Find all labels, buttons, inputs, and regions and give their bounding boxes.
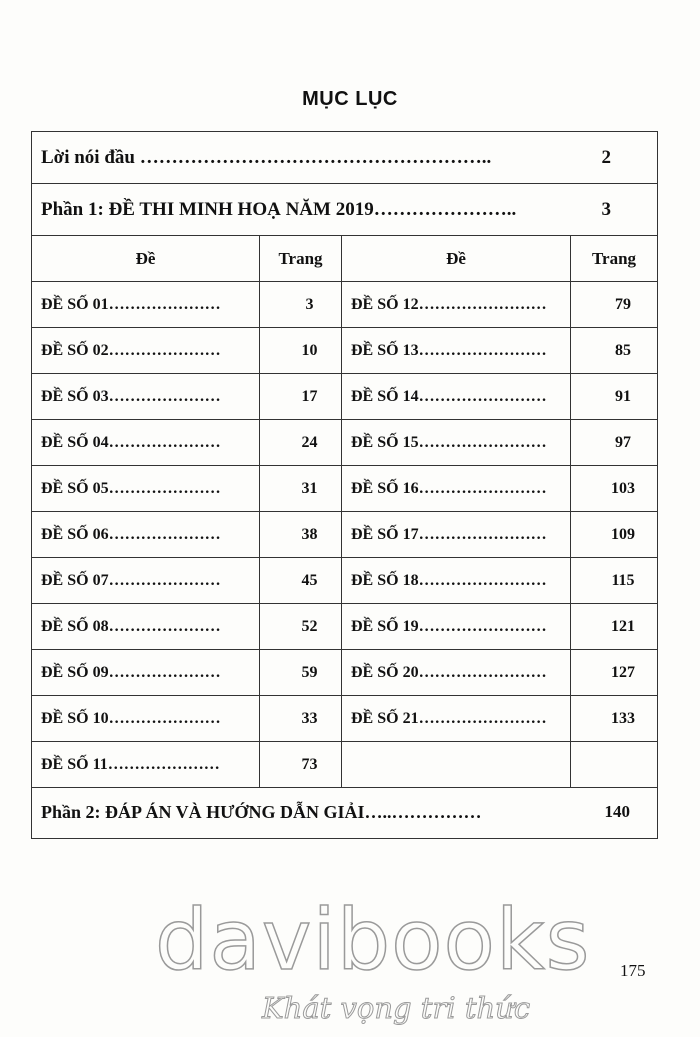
entry-right-page: 91 xyxy=(571,374,658,420)
entry-left: ĐỀ SỐ 07………………… xyxy=(32,558,260,604)
entry-left-page: 33 xyxy=(260,696,342,742)
header-de-left: Đề xyxy=(32,236,260,282)
entry-right-page: 121 xyxy=(571,604,658,650)
entry-left: ĐỀ SỐ 04………………… xyxy=(32,420,260,466)
entry-right-page: 115 xyxy=(571,558,658,604)
part1-page: 3 xyxy=(601,198,611,220)
table-row xyxy=(32,374,658,420)
entry-right: ĐỀ SỐ 13…………………… xyxy=(342,328,571,374)
entry-right-page: 85 xyxy=(571,328,658,374)
table-row xyxy=(32,650,658,696)
entry-right: ĐỀ SỐ 18…………………… xyxy=(342,558,571,604)
entry-left: ĐỀ SỐ 05………………… xyxy=(32,466,260,512)
toc-intro-row xyxy=(32,132,658,184)
intro-page: 2 xyxy=(601,146,611,168)
table-row xyxy=(32,466,658,512)
entry-left: ĐỀ SỐ 08………………… xyxy=(32,604,260,650)
part1-label: Phần 1: ĐỀ THI MINH HOẠ NĂM 2019………………….. xyxy=(41,198,517,220)
entry-right-page: 109 xyxy=(571,512,658,558)
entry-left: ĐỀ SỐ 06………………… xyxy=(32,512,260,558)
entry-left-page: 59 xyxy=(260,650,342,696)
toc-header-row xyxy=(32,236,658,282)
entry-right-page xyxy=(571,742,658,788)
entry-right-page: 133 xyxy=(571,696,658,742)
entry-left-page: 24 xyxy=(260,420,342,466)
entry-left-page: 10 xyxy=(260,328,342,374)
entry-right-page: 79 xyxy=(571,282,658,328)
part2-page: 140 xyxy=(604,802,630,821)
table-of-contents xyxy=(31,131,658,839)
table-row xyxy=(32,742,658,788)
entry-right: ĐỀ SỐ 12…………………… xyxy=(342,282,571,328)
table-row xyxy=(32,558,658,604)
header-trang-left: Trang xyxy=(260,236,342,282)
entry-right: ĐỀ SỐ 14…………………… xyxy=(342,374,571,420)
intro-label: Lời nói đầu ……………………………………………….. xyxy=(41,146,492,168)
entry-left: ĐỀ SỐ 10………………… xyxy=(32,696,260,742)
entry-right-page: 103 xyxy=(571,466,658,512)
header-de-right: Đề xyxy=(342,236,571,282)
watermark-brand: davibooks xyxy=(155,891,591,989)
page-title: MỤC LỤC xyxy=(302,88,398,110)
entry-right: ĐỀ SỐ 20…………………… xyxy=(342,650,571,696)
table-row xyxy=(32,512,658,558)
entry-left-page: 52 xyxy=(260,604,342,650)
entry-right: ĐỀ SỐ 21…………………… xyxy=(342,696,571,742)
entry-left-page: 45 xyxy=(260,558,342,604)
entry-right: ĐỀ SỐ 17…………………… xyxy=(342,512,571,558)
entry-left-page: 31 xyxy=(260,466,342,512)
entry-left-page: 38 xyxy=(260,512,342,558)
entry-right: ĐỀ SỐ 19…………………… xyxy=(342,604,571,650)
part2-label: Phần 2: ĐÁP ÁN VÀ HƯỚNG DẪN GIẢI…..…………… xyxy=(41,802,482,822)
entry-left-page: 17 xyxy=(260,374,342,420)
watermark-slogan: Khát vọng tri thức xyxy=(262,991,531,1025)
toc-part1-row xyxy=(32,184,658,236)
entry-right xyxy=(342,742,571,788)
page-number: 175 xyxy=(620,961,646,980)
entry-right-page: 97 xyxy=(571,420,658,466)
table-row xyxy=(32,328,658,374)
entry-left: ĐỀ SỐ 01………………… xyxy=(32,282,260,328)
entry-left: ĐỀ SỐ 02………………… xyxy=(32,328,260,374)
table-row xyxy=(32,420,658,466)
header-trang-right: Trang xyxy=(571,236,658,282)
entry-right-page: 127 xyxy=(571,650,658,696)
entry-right: ĐỀ SỐ 15…………………… xyxy=(342,420,571,466)
entry-left-page: 3 xyxy=(260,282,342,328)
entry-left: ĐỀ SỐ 11………………… xyxy=(32,742,260,788)
entry-right: ĐỀ SỐ 16…………………… xyxy=(342,466,571,512)
entry-left: ĐỀ SỐ 09………………… xyxy=(32,650,260,696)
table-row xyxy=(32,696,658,742)
entry-left-page: 73 xyxy=(260,742,342,788)
table-row xyxy=(32,604,658,650)
entry-left: ĐỀ SỐ 03………………… xyxy=(32,374,260,420)
table-row xyxy=(32,282,658,328)
toc-part2-row xyxy=(32,788,658,839)
